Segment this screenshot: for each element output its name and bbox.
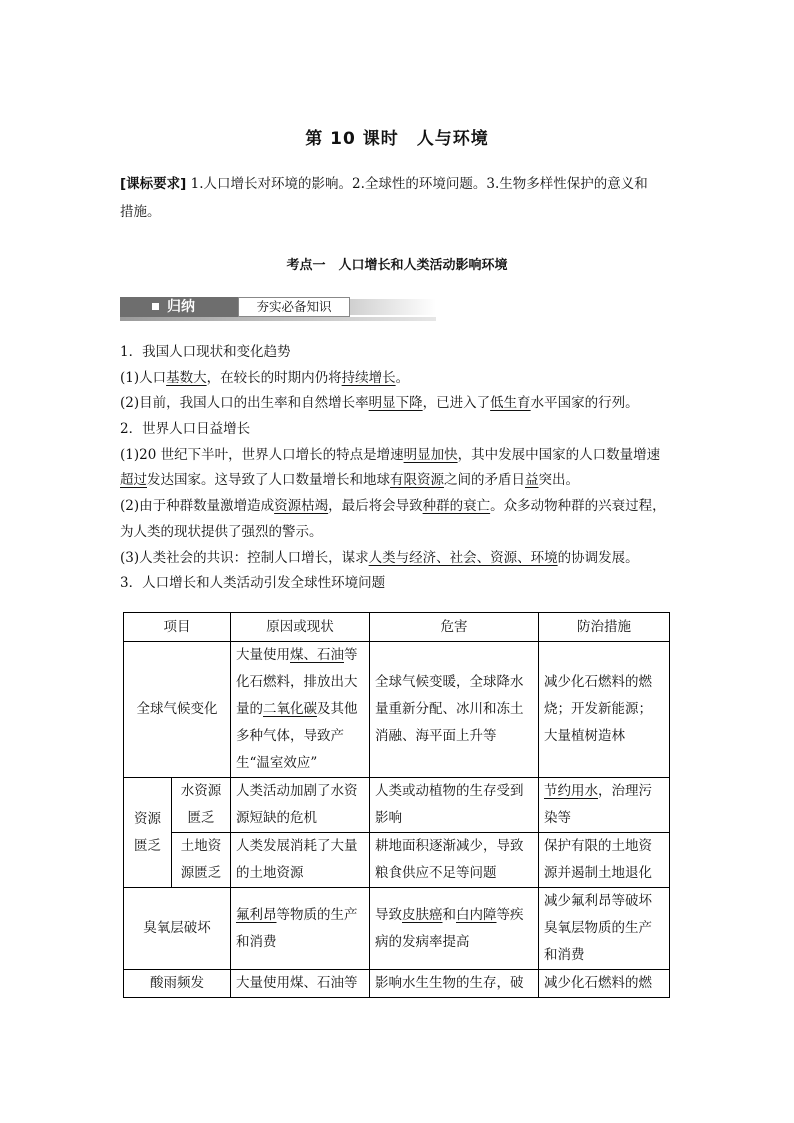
summary-banner bbox=[120, 297, 436, 321]
cell-item: 全球气候变化 bbox=[124, 642, 231, 778]
cell-harm: 耕地面积逐渐减少，导致粮食供应不足等问题 bbox=[370, 833, 539, 888]
cell-measure: 减少化石燃料的燃 bbox=[539, 970, 670, 998]
header-measure: 防治措施 bbox=[539, 613, 670, 642]
banner-fade bbox=[350, 299, 436, 315]
table-row bbox=[124, 888, 670, 970]
paragraph-2: (2)目前，我国人口的出生率和自然增长率明显下降，已进入了低生育水平国家的行列。 bbox=[120, 395, 639, 412]
section-title: 考点一 人口增长和人类活动影响环境 bbox=[286, 258, 508, 273]
cell-measure: 节约用水，治理污染等 bbox=[539, 778, 670, 833]
cell-harm: 人类或动植物的生存受到影响 bbox=[370, 778, 539, 833]
square-bullet-icon bbox=[152, 303, 159, 310]
cell-item: 土地资源匮乏 bbox=[172, 833, 231, 888]
paragraph-3a: (1)20 世纪下半叶，世界人口增长的特点是增速明显加快，其中发展中国家的人口数量增速 bbox=[120, 446, 661, 463]
cell-item: 臭氧层破坏 bbox=[124, 888, 231, 970]
heading-2: 2．世界人口日益增长 bbox=[120, 421, 251, 438]
banner-rule bbox=[120, 317, 436, 321]
header-item: 项目 bbox=[124, 613, 231, 642]
cell-measure: 减少化石燃料的燃烧；开发新能源；大量植树造林 bbox=[539, 642, 670, 778]
requirements-text-2: 措施。 bbox=[120, 204, 161, 220]
table-row bbox=[124, 778, 670, 833]
paragraph-4a: (2)由于种群数量激增造成资源枯竭，最后将会导致种群的衰亡。众多动物种群的兴衰过程， bbox=[120, 498, 666, 515]
content-body bbox=[120, 340, 680, 597]
paragraph-3b: 超过发达国家。这导致了人口数量增长和地球有限资源之间的矛盾日益突出。 bbox=[120, 472, 579, 489]
banner-sublabel: 夯实必备知识 bbox=[238, 297, 350, 317]
environment-issues-table bbox=[123, 612, 670, 998]
paragraph-1: (1)人口基数大，在较长的时期内仍将持续增长。 bbox=[120, 369, 410, 386]
banner-label-box bbox=[120, 297, 238, 317]
heading-3: 3．人口增长和人类活动引发全球性环境问题 bbox=[120, 575, 386, 592]
requirements-tag: [课标要求] bbox=[120, 176, 187, 192]
banner-label: 归纳 bbox=[167, 299, 195, 315]
header-harm: 危害 bbox=[370, 613, 539, 642]
lesson-title: 第 10 课时 人与环境 bbox=[305, 129, 489, 149]
heading-1: 1．我国人口现状和变化趋势 bbox=[120, 344, 291, 360]
cell-measure: 减少氟利昂等破坏臭氧层物质的生产和消费 bbox=[539, 888, 670, 970]
table-row bbox=[124, 970, 670, 998]
table-row bbox=[124, 833, 670, 888]
requirements-text-1: 1.人口增长对环境的影响。2.全球性的环境问题。3.生物多样性保护的意义和 bbox=[186, 176, 648, 192]
curriculum-requirements bbox=[120, 170, 680, 226]
header-cause: 原因或现状 bbox=[231, 613, 370, 642]
cell-group: 资源匮乏 bbox=[124, 778, 172, 888]
paragraph-5: (3)人类社会的共识：控制人口增长，谋求人类与经济、社会、资源、环境的协调发展。 bbox=[120, 549, 639, 566]
table-header-row bbox=[124, 613, 670, 642]
table-row bbox=[124, 642, 670, 778]
paragraph-4b: 为人类的现状提供了强烈的警示。 bbox=[120, 523, 323, 540]
cell-cause: 氟利昂等物质的生产和消费 bbox=[231, 888, 370, 970]
cell-cause: 大量使用煤、石油等化石燃料，排放出大量的二氧化碳及其他多种气体，导致产生“温室效应” bbox=[231, 642, 370, 778]
cell-measure: 保护有限的土地资源并遏制土地退化 bbox=[539, 833, 670, 888]
cell-item: 水资源匮乏 bbox=[172, 778, 231, 833]
cell-cause: 人类活动加剧了水资源短缺的危机 bbox=[231, 778, 370, 833]
cell-harm: 影响水生生物的生存，破 bbox=[370, 970, 539, 998]
cell-harm: 全球气候变暖，全球降水量重新分配、冰川和冻土消融、海平面上升等 bbox=[370, 642, 539, 778]
cell-item: 酸雨频发 bbox=[124, 970, 231, 998]
cell-cause: 大量使用煤、石油等 bbox=[231, 970, 370, 998]
cell-cause: 人类发展消耗了大量的土地资源 bbox=[231, 833, 370, 888]
cell-harm: 导致皮肤癌和白内障等疾病的发病率提高 bbox=[370, 888, 539, 970]
